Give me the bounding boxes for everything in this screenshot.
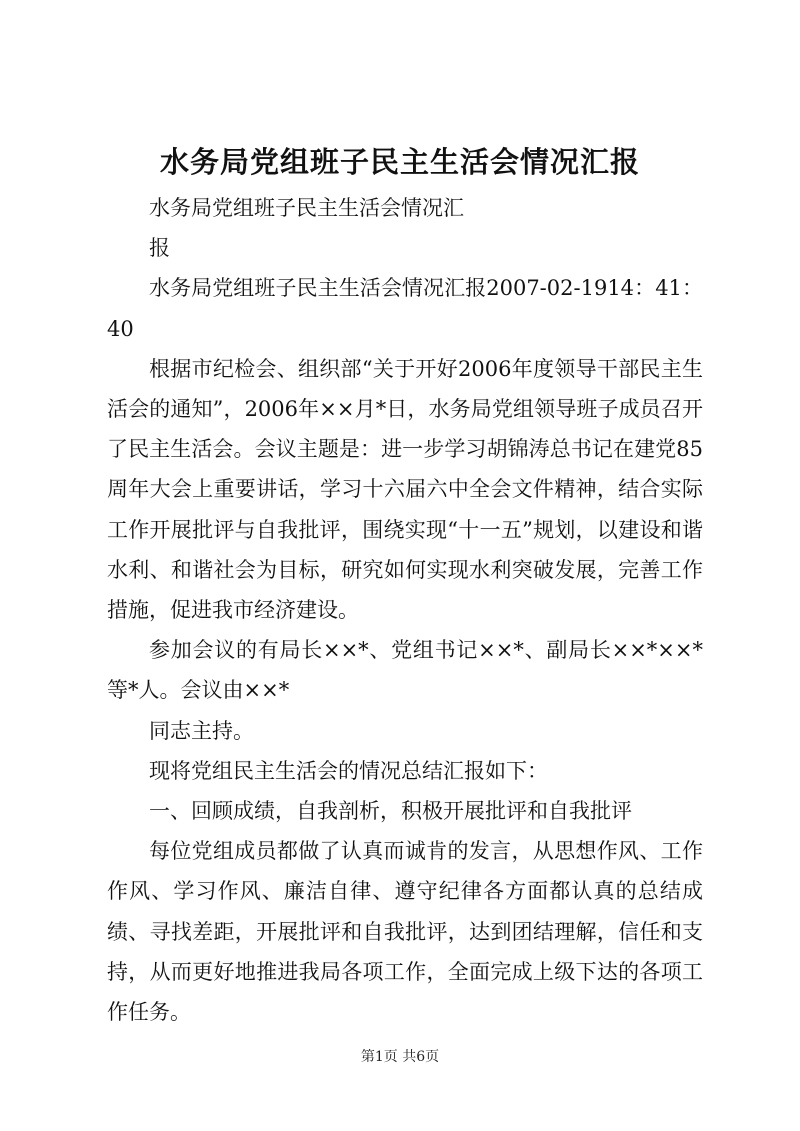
- document-title: 水务局党组班子民主生活会情况汇报: [159, 145, 640, 179]
- paragraph-timestamp: 水务局党组班子民主生活会情况汇报2007-02-1914：41：40: [107, 276, 703, 341]
- document-body: [107, 188, 703, 1032]
- paragraph-attendees: 参加会议的有局长××*、党组书记××*、副局长××*××*等*人。会议由××*: [107, 638, 703, 703]
- paragraph-summary-intro: 现将党组民主生活会的情况总结汇报如下：: [149, 758, 548, 783]
- page-number-footer: 第1页 共6页: [360, 1049, 440, 1065]
- paragraph-subtitle-part1: 水务局党组班子民主生活会情况汇: [149, 196, 464, 220]
- paragraph-host: 同志主持。: [149, 718, 254, 743]
- paragraph-meeting-intro: 根据市纪检会、组织部“关于开好2006年度领导干部民主生活会的通知”，2006年××月*日，水务局党组领导班子成员召开了民主生活会。会议主题是：进一步学习胡锦涛总书记在建党85周年大会上重要讲话，学习十六届六中全会文件精神，结合实际工作开展批评与自我批评，围绕实现“十一五”规划，以建设和谐水利、和谐社会为目标，研究如何实现水利突破发展，完善工作措施，促进我市经济建设。: [107, 356, 703, 623]
- section-heading-1: 一、回顾成绩，自我剖析，积极开展批评和自我批评: [149, 799, 632, 824]
- paragraph-member-statements: 每位党组成员都做了认真而诚肯的发言，从思想作风、工作作风、学习作风、廉洁自律、遵守纪律各方面都认真的总结成绩、寻找差距，开展批评和自我批评，达到团结理解，信任和支持，从而更好地推进我局各项工作，全面完成上级下达的各项工作任务。: [107, 839, 703, 1025]
- paragraph-subtitle-part2: 报: [149, 236, 170, 261]
